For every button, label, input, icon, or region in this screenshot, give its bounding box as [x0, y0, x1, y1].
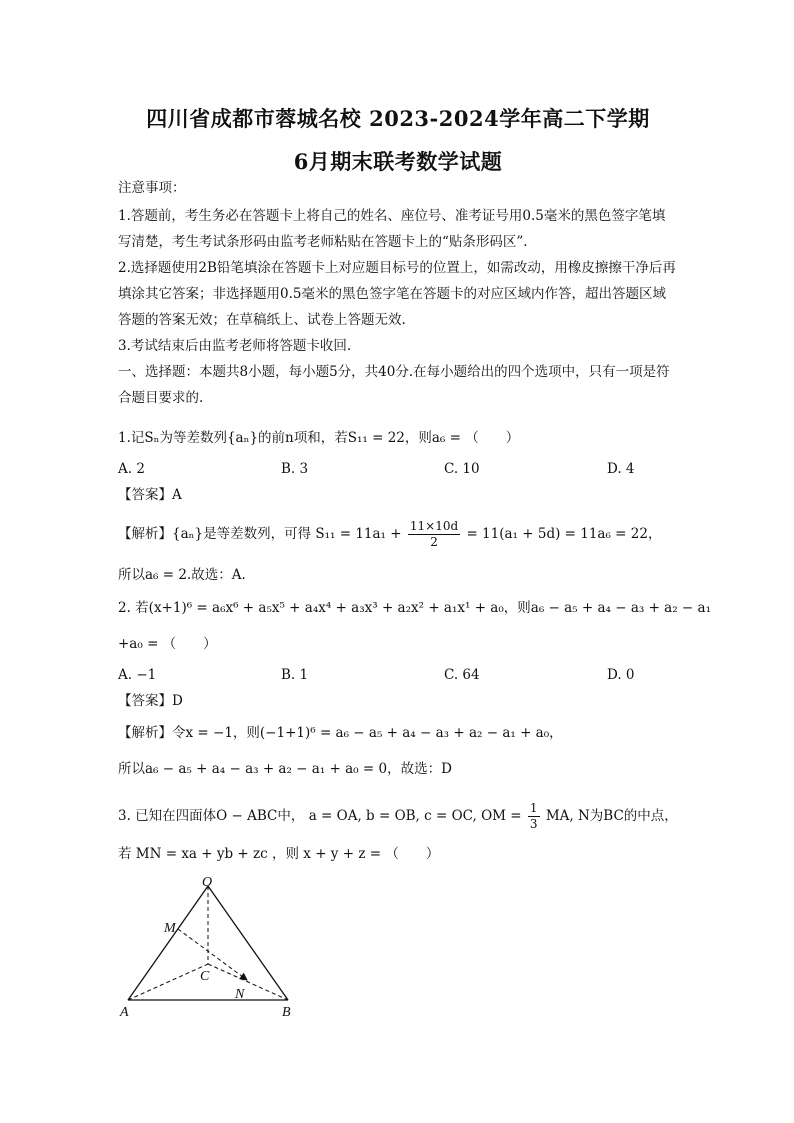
- exam-title-line2: 6月期末联考数学试题: [293, 149, 503, 174]
- label-o: O: [202, 875, 213, 890]
- q3-stem-line2: 若 MN = xa + yb + zc ，则 x + y + z = （ ）: [118, 846, 440, 862]
- q2-option-b: B. 1: [281, 667, 309, 683]
- q2-option-c: C. 64: [444, 667, 480, 683]
- q2-analysis-label: 【解析】: [118, 725, 172, 741]
- q1-frac-den: 2: [430, 535, 438, 549]
- q3-frac-num: 1: [529, 801, 538, 815]
- exam-title-line1: 四川省成都市蓉城名校 2023-2024学年高二下学期: [146, 106, 650, 131]
- q2-option-a: A. −1: [118, 667, 157, 683]
- q2-options: [118, 665, 678, 685]
- q1-answer: 【答案】A: [118, 487, 182, 503]
- q2-answer: 【答案】D: [118, 693, 183, 709]
- q1-stem: 1.记Sₙ为等差数列{aₙ}的前n项和，若S₁₁ = 22，则a₆ = （ ）: [118, 430, 520, 446]
- q2-conclusion: 所以a₆ − a₅ + a₄ − a₃ + a₂ − a₁ + a₀ = 0，故选：D: [118, 761, 452, 777]
- q3-fraction: [528, 801, 540, 832]
- q1-option-d: D. 4: [607, 461, 635, 477]
- label-b: B: [282, 1005, 291, 1020]
- section-heading: 一、选择题：本题共8小题，每小题5分，共40分.在每小题给出的四个选项中，只有一项是符合题目要求的.: [118, 363, 670, 406]
- q1-options: [118, 459, 678, 479]
- q1-conclusion: 所以a₆ = 2.故选：A.: [118, 567, 246, 583]
- note-item-3: 3.考试结束后由监考老师将答题卡收回.: [118, 337, 352, 354]
- q3-stem-vectors: a = OA, b = OB, c = OC, OM =: [308, 808, 522, 824]
- q1-option-a: A. 2: [118, 461, 145, 477]
- q1-analysis: [118, 514, 678, 554]
- q1-frac-num: 11×10d: [409, 519, 459, 533]
- q2-option-d: D. 0: [607, 667, 635, 683]
- label-a: A: [120, 1005, 129, 1020]
- notes-section: [118, 178, 678, 411]
- q2-analysis-text: 令x = −1，则(−1+1)⁶ = a₆ − a₅ + a₄ − a₃ + a₂ − a₁ + a₀，: [172, 725, 563, 741]
- q2-analysis: [118, 723, 678, 744]
- label-c: C: [200, 969, 210, 984]
- q1-analysis-post: = 11(a₁ + 5d) = 11a₆ = 22，: [466, 526, 662, 542]
- q3-frac-den: 3: [529, 817, 538, 831]
- tetrahedron-figure: [112, 872, 312, 1022]
- edge-ob: [208, 886, 288, 1000]
- q1-fraction: [408, 519, 460, 550]
- notes-header: 注意事项：: [118, 180, 186, 196]
- edge-oa: [128, 886, 208, 1000]
- q1-analysis-label: 【解析】: [118, 526, 172, 542]
- label-n: N: [235, 987, 245, 1002]
- note-item-1: 1.答题前，考生务必在答题卡上将自己的姓名、座位号、准考证号用0.5毫米的黑色签字笔填写清楚，考生考试条形码由监考老师粘贴在答题卡上的“贴条形码区”.: [118, 207, 666, 250]
- q1-option-c: C. 10: [444, 461, 480, 477]
- q2-stem-line2: +a₀ = （ ）: [118, 636, 217, 652]
- q3-stem-pre: 3. 已知在四面体O − ABC中，: [118, 808, 305, 824]
- label-m: M: [164, 921, 176, 936]
- q1-analysis-pre: {aₙ}是等差数列，可得 S₁₁ = 11a₁ +: [172, 526, 402, 542]
- q2-stem-line1: 2. 若(x+1)⁶ = a₆x⁶ + a₅x⁵ + a₄x⁴ + a₃x³ + a₂x² + a₁x¹ + a₀，则a₆ − a₅ + a₄ − a₃ + a₂ − a₁: [118, 600, 711, 616]
- note-item-2: 2.选择题使用2B铅笔填涂在答题卡上对应题目标号的位置上，如需改动，用橡皮擦擦干净后再填涂其它答案；非选择题用0.5毫米的黑色签字笔在答题卡的对应区域内作答，超出答题区域答题的答案无效；在草稿纸上、试卷上答题无效.: [118, 259, 676, 328]
- q3-stem-post: MA, N为BC的中点，: [545, 808, 678, 824]
- q3-stem-line1: [118, 796, 678, 836]
- q1-option-b: B. 3: [281, 461, 309, 477]
